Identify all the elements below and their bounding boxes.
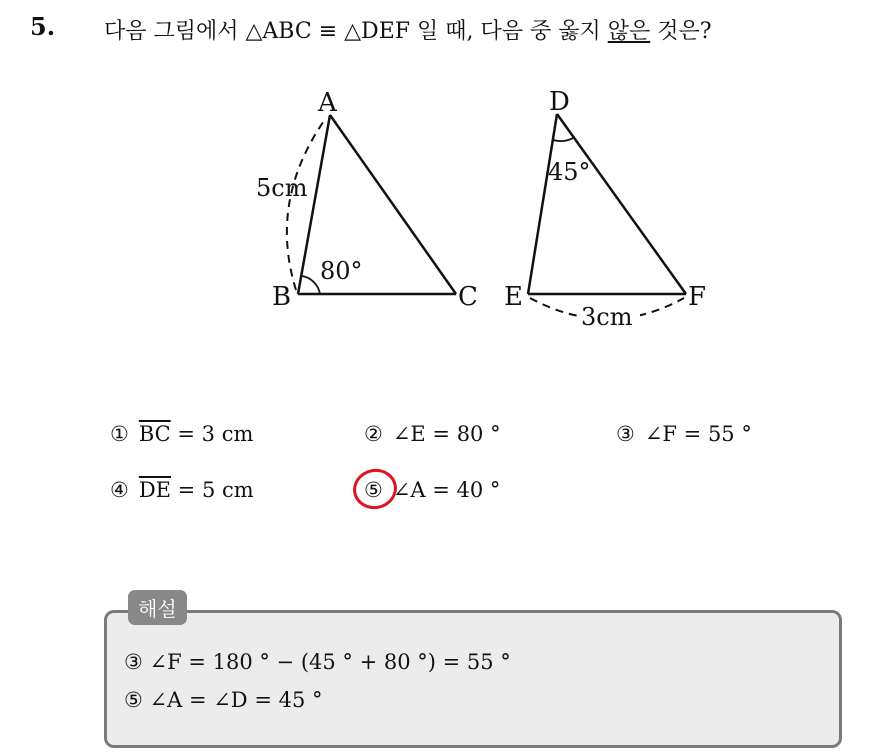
- label-angle-b: 80°: [320, 257, 363, 285]
- choice-2-expression: ∠E = 80 °: [392, 422, 501, 446]
- choice-1[interactable]: [110, 422, 253, 446]
- label-f: F: [688, 282, 707, 312]
- question-number: 5.: [30, 12, 56, 41]
- label-e: E: [504, 282, 523, 312]
- choice-5-expression: ∠A = 40 °: [392, 478, 501, 502]
- question-text-underlined: 않은: [607, 19, 651, 44]
- label-c: C: [458, 282, 478, 312]
- choice-4-segment: $\overline{DE}$: [138, 478, 171, 502]
- question-text-after: 것은?: [650, 19, 712, 44]
- choice-2[interactable]: [364, 422, 501, 446]
- explanation-tag: 해설: [128, 590, 187, 625]
- label-ef-length: 3cm: [581, 303, 633, 331]
- question-text-before: 다음 그림에서 △ABC ≡ △DEF 일 때, 다음 중 옳지: [104, 19, 608, 44]
- label-ab-length: 5cm: [256, 174, 308, 202]
- choice-4-number: ④: [110, 478, 129, 502]
- explanation-line-1: ③ ∠F = 180 ° − (45 ° + 80 °) = 55 °: [124, 650, 511, 674]
- choice-2-number: ②: [364, 422, 383, 446]
- explanation-box: [104, 610, 842, 748]
- choice-1-expression: = 3 cm: [170, 422, 254, 446]
- choice-4[interactable]: [110, 478, 254, 502]
- label-b: B: [272, 282, 292, 312]
- choice-3[interactable]: [616, 422, 752, 446]
- label-angle-d: 45°: [548, 158, 591, 186]
- choice-1-segment: $\overline{BC}$: [138, 422, 171, 446]
- choice-3-number: ③: [616, 422, 635, 446]
- choice-3-expression: ∠F = 55 °: [644, 422, 752, 446]
- choice-1-number: ①: [110, 422, 129, 446]
- choice-5-number: ⑤: [364, 478, 383, 502]
- choice-4-expression: = 5 cm: [171, 478, 254, 502]
- explanation-line-2: ⑤ ∠A = ∠D = 45 °: [124, 688, 323, 712]
- label-a: A: [318, 88, 337, 118]
- label-d: D: [549, 87, 570, 117]
